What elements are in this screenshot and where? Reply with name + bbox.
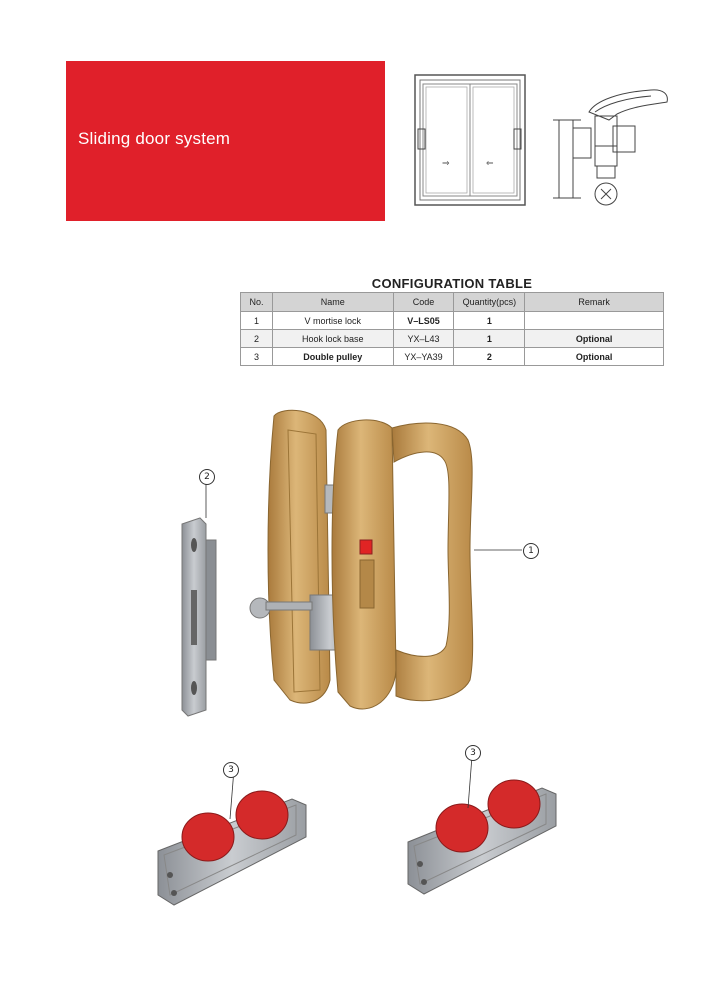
cell-no: 1 [241,312,273,330]
cell-name: Hook lock base [272,330,393,348]
table-row [241,312,664,330]
cell-code: YX–YA39 [393,348,454,366]
table-row [241,348,664,366]
callout-3-right: 3 [465,745,481,761]
header-code: Code [393,293,454,312]
cell-quantity: 2 [454,348,525,366]
banner-title: Sliding door system [78,129,231,148]
sliding-door-diagram [414,74,526,206]
header-name: Name [272,293,393,312]
double-pulley-right [400,742,570,902]
table-row [241,330,664,348]
cell-name: V mortise lock [272,312,393,330]
lock-assembly-illustration [170,400,550,730]
callout-2: 2 [199,469,215,485]
rear-handle-plate [268,410,330,703]
configuration-table [240,292,664,366]
header-remark: Remark [525,293,664,312]
cell-no: 3 [241,348,273,366]
callout-3-left: 3 [223,762,239,778]
cell-quantity: 1 [454,330,525,348]
hook-lock-base [182,480,216,716]
right-arrow-icon: ⇒ [442,158,450,168]
cell-quantity: 1 [454,312,525,330]
header-quantity: Quantity(pcs) [454,293,525,312]
front-handle [332,420,473,709]
cell-code: V–LS05 [393,312,454,330]
cell-name: Double pulley [272,348,393,366]
callout-1: 1 [523,543,539,559]
lock-section-diagram [551,86,673,206]
cell-remark: Optional [525,348,664,366]
double-pulley-left [150,755,320,915]
cell-no: 2 [241,330,273,348]
title-banner [66,61,385,221]
header-no: No. [241,293,273,312]
table-header-row [241,293,664,312]
cell-remark: Optional [525,330,664,348]
left-arrow-icon: ⇐ [486,158,494,168]
configuration-table-title: CONFIGURATION TABLE [371,276,533,291]
cell-code: YX–L43 [393,330,454,348]
cell-remark [525,312,664,330]
